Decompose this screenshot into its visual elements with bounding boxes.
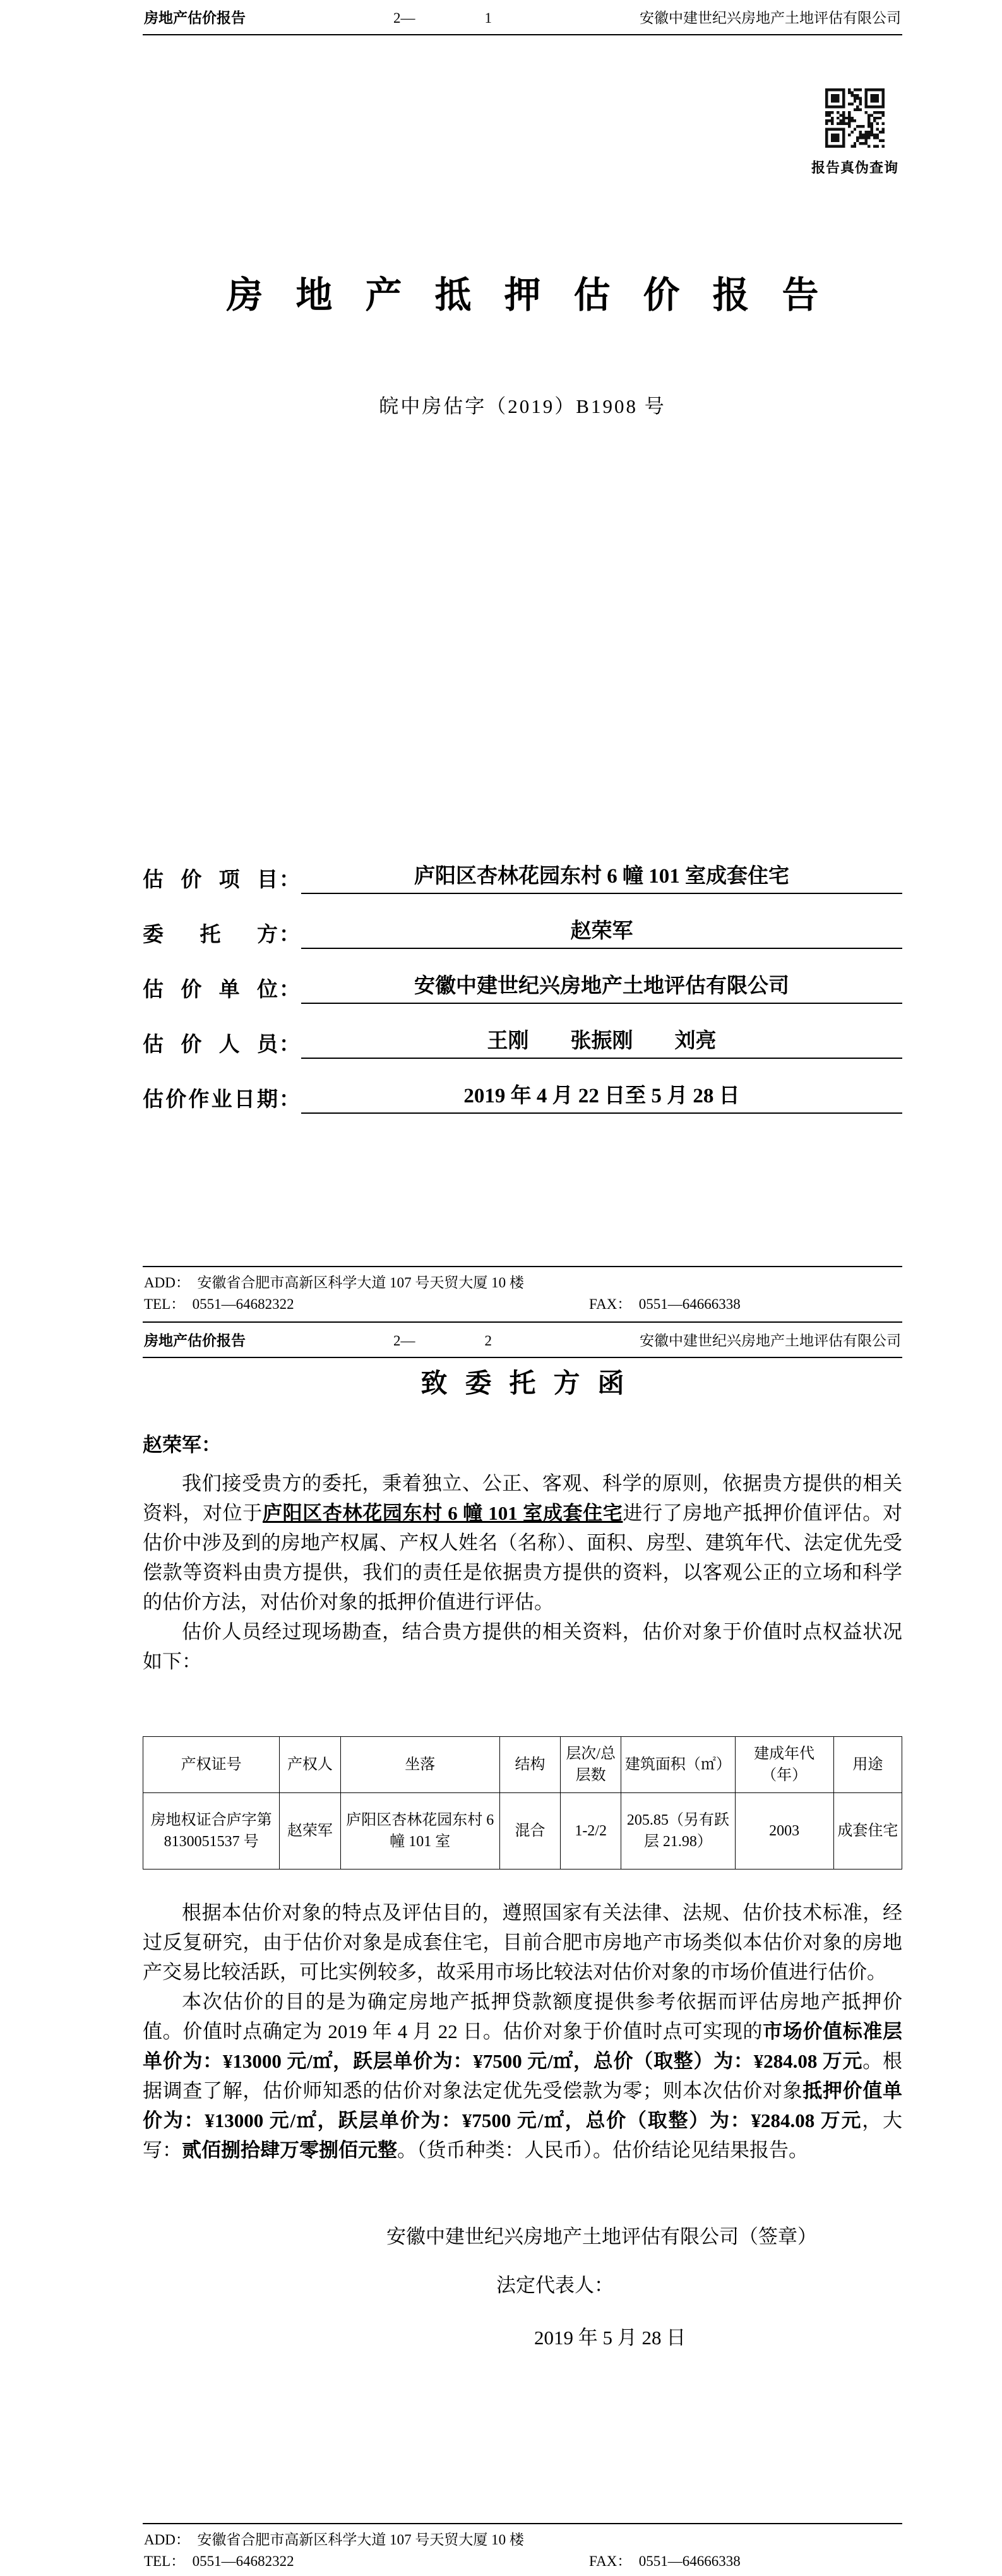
field-work-date-value: 2019 年 4 月 22 日至 5 月 28 日 xyxy=(301,1082,902,1114)
paragraph-survey: 估价人员经过现场勘查，结合贵方提供的相关资料，估价对象于价值时点权益状况如下： xyxy=(143,1621,902,1673)
footer-address: ADD： 安徽省合肥市高新区科学大道 107 号天贸大厦 10 楼 xyxy=(144,1275,524,1291)
qr-verification xyxy=(808,88,902,177)
field-work-date xyxy=(143,1078,902,1114)
field-client-label: 委 托 方 xyxy=(143,924,278,946)
header-page-number: 1 xyxy=(484,10,492,26)
th-floor: 层次/总层数 xyxy=(561,1737,621,1793)
cell-location: 庐阳区杏林花园东村 6 幢 101 室 xyxy=(340,1793,499,1869)
header-company: 安徽中建世纪兴房地产土地评估有限公司 xyxy=(640,1333,901,1349)
field-appraisers xyxy=(143,1023,902,1059)
letter-title: 致委托方函 xyxy=(420,1369,642,1398)
field-colon: ： xyxy=(279,869,300,891)
report-title: 房地产抵押估价报告 xyxy=(226,275,852,316)
table-header-row xyxy=(143,1737,902,1793)
field-colon: ： xyxy=(279,924,300,946)
th-location: 坐落 xyxy=(340,1737,499,1793)
header-doc-type: 房地产估价报告 xyxy=(144,10,246,26)
cell-floor: 1-2/2 xyxy=(561,1793,621,1869)
footer-tel: TEL： 0551—64682322 xyxy=(144,2553,294,2569)
rights-table xyxy=(143,1736,902,1869)
field-colon: ： xyxy=(279,1088,300,1111)
header-page-prefix: 2— xyxy=(393,1333,415,1349)
header-company: 安徽中建世纪兴房地产土地评估有限公司 xyxy=(640,10,901,26)
legal-representative: 法定代表人： xyxy=(496,2274,614,2296)
qr-label: 报告真伪查询 xyxy=(811,160,898,176)
field-project xyxy=(143,859,902,894)
field-agency xyxy=(143,969,902,1004)
th-structure: 结构 xyxy=(499,1737,560,1793)
signature-company: 安徽中建世纪兴房地产土地评估有限公司（签章） xyxy=(386,2226,817,2248)
paragraph-commission: 我们接受贵方的委托，秉着独立、公正、客观、科学的原则，依据贵方提供的相关资料，对位于庐阳区杏林花园东村 6 幢 101 室成套住宅进行了房地产抵押价值评估。对估价中涉及到的房地产权属、产权人姓名（名称）、面积、房型、建筑年代、法定优先受偿款等资料由贵方提供，我们的责任是依据贵方提供的资料，以客观公正的立场和科学的估价方法，对估价对象的抵押价值进行评估。 xyxy=(143,1472,903,1613)
field-work-date-label: 估价作业日期 xyxy=(143,1088,278,1111)
paragraph-conclusion: 本次估价的目的是为确定房地产抵押贷款额度提供参考依据而评估房地产抵押价值。价值时点确定为 2019 年 4 月 22 日。估价对象于价值时点可实现的市场价值标准层单价为：¥13000 元/㎡，跃层单价为：¥7500 元/㎡，总价（取整）为：¥284.08 万元。根据调查了解，估价师知悉的估价对象法定优先受偿款为零；则本次估价对象抵押价值单价为：¥13000 元/㎡，跃层单价为：¥7500 元/㎡，总价（取整）为：¥284.08 万元，大写：贰佰捌拾肆万零捌佰元整。（货币种类：人民币）。估价结论见结果报告。 xyxy=(143,1991,903,2161)
page-header xyxy=(143,0,902,35)
report-date: 2019 年 5 月 28 日 xyxy=(534,2327,686,2349)
page-2 xyxy=(0,1323,1002,2576)
footer-tel: TEL： 0551—64682322 xyxy=(144,1296,294,1312)
report-number: 皖中房估字（2019）B1908 号 xyxy=(379,395,666,417)
cover-form xyxy=(143,859,902,1114)
header-page-indicator xyxy=(393,9,492,28)
page-header xyxy=(143,1323,902,1358)
cell-certificate-no: 房地权证合庐字第 8130051537 号 xyxy=(143,1793,280,1869)
paragraph-method: 根据本估价对象的特点及评估目的，遵照国家有关法律、法规、估价技术标准，经过反复研究，由于估价对象是成套住宅，目前合肥市房地产市场类似本估价对象的房地产交易比较活跃，可比实例较多，故采用市场比较法对估价对象的市场价值进行估价。 xyxy=(143,1902,902,1983)
header-doc-type: 房地产估价报告 xyxy=(144,1333,246,1349)
th-certificate-no: 产权证号 xyxy=(143,1737,280,1793)
header-page-prefix: 2— xyxy=(393,10,415,26)
field-appraisers-label: 估 价 人 员 xyxy=(143,1034,278,1056)
field-client-value: 赵荣军 xyxy=(301,917,902,949)
th-use: 用途 xyxy=(833,1737,902,1793)
page-footer xyxy=(143,2523,902,2576)
th-area: 建筑面积（㎡） xyxy=(621,1737,735,1793)
salutation: 赵荣军： xyxy=(143,1434,221,1456)
field-agency-label: 估 价 单 位 xyxy=(143,979,278,1001)
cell-year-built: 2003 xyxy=(735,1793,833,1869)
table-row xyxy=(143,1793,902,1869)
header-page-indicator xyxy=(393,1332,492,1351)
field-agency-value: 安徽中建世纪兴房地产土地评估有限公司 xyxy=(301,972,902,1004)
footer-fax: FAX： 0551—64666338 xyxy=(589,1296,741,1312)
footer-contacts xyxy=(144,1294,901,1315)
field-appraisers-value: 王刚 张振刚 刘亮 xyxy=(301,1027,902,1059)
footer-address: ADD： 安徽省合肥市高新区科学大道 107 号天贸大厦 10 楼 xyxy=(144,2532,524,2548)
cell-structure: 混合 xyxy=(499,1793,560,1869)
header-page-number: 2 xyxy=(484,1333,492,1349)
th-owner: 产权人 xyxy=(280,1737,340,1793)
footer-contacts xyxy=(144,2551,901,2572)
field-project-label: 估 价 项 目 xyxy=(143,869,278,891)
th-year-built: 建成年代（年） xyxy=(735,1737,833,1793)
qr-code-icon xyxy=(825,88,885,148)
field-client xyxy=(143,914,902,949)
page-footer xyxy=(143,1266,902,1323)
cell-use: 成套住宅 xyxy=(833,1793,902,1869)
footer-fax: FAX： 0551—64666338 xyxy=(589,2553,741,2569)
cell-owner: 赵荣军 xyxy=(280,1793,340,1869)
field-colon: ： xyxy=(279,979,300,1001)
field-project-value: 庐阳区杏林花园东村 6 幢 101 室成套住宅 xyxy=(301,862,902,894)
cell-area: 205.85（另有跃层 21.98） xyxy=(621,1793,735,1869)
field-colon: ： xyxy=(279,1034,300,1056)
